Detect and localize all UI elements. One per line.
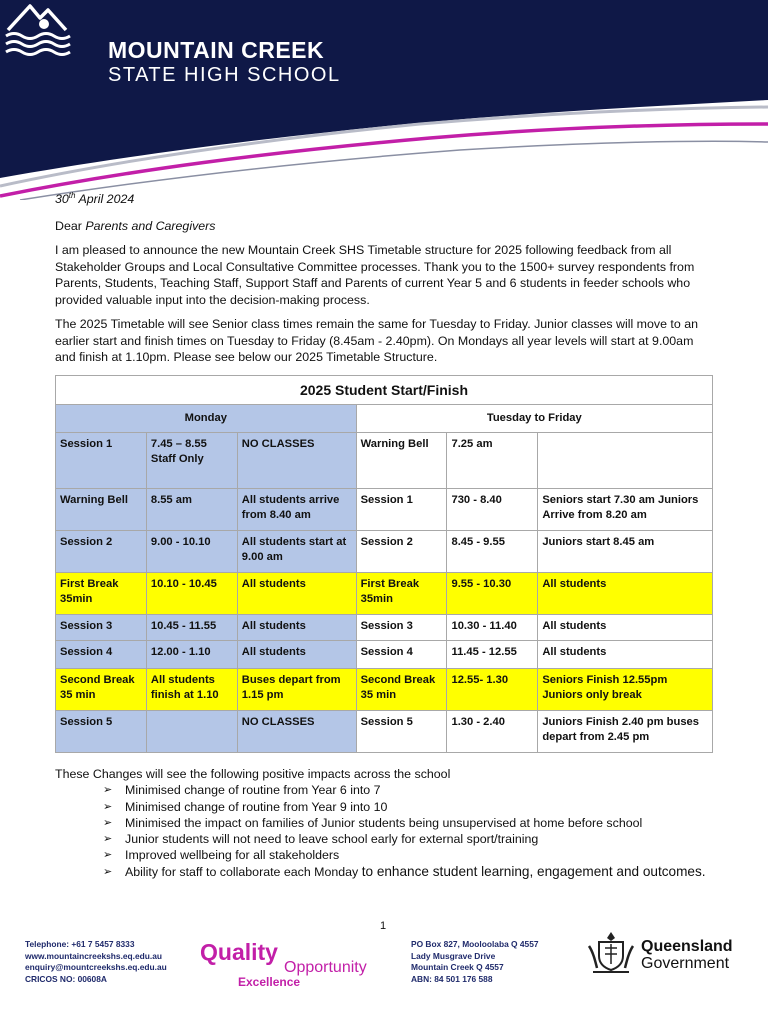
table-cell: First Break 35min [56,573,147,615]
footer-website-link[interactable]: www.mountaincreekshs.eq.edu.au [25,950,162,961]
footer-suburb: Mountain Creek Q 4557 [411,962,504,972]
table-row [56,615,713,641]
footer-postal-address [411,939,539,985]
page-number: 1 [380,920,387,932]
footer-contact [25,939,167,985]
table-cell: Seniors start 7.30 am Juniors Arrive from 8.20 am [538,489,713,531]
table-cell: 9.55 - 10.30 [447,573,538,615]
coat-of-arms-icon [585,928,637,978]
queensland-government-logo [585,928,745,978]
list-item: ➢ Minimised change of routine from Year 9 into 10 [103,799,388,814]
quality-opportunity-excellence-logo [200,936,390,991]
table-cell: 7.25 am [447,433,538,489]
table-row [56,641,713,669]
table-cell: Second Break 35 min [56,669,147,711]
table-cell: NO CLASSES [237,433,356,489]
table-cell: 11.45 - 12.55 [447,641,538,669]
letter-date: 30th April 2024 [55,191,135,207]
table-cell: All students start at 9.00 am [237,531,356,573]
table-cell: Juniors Finish 2.40 pm buses depart from 2.45 pm [538,711,713,753]
table-cell: Second Break 35 min [356,669,447,711]
arrow-bullet-icon: ➢ [103,784,113,797]
salutation: Dear Parents and Caregivers [55,218,216,233]
table-cell: 10.30 - 11.40 [447,615,538,641]
table-cell: 10.10 - 10.45 [146,573,237,615]
table-cell: Session 3 [56,615,147,641]
queensland-government-text: Queensland Government [641,938,733,972]
table-cell: Session 3 [356,615,447,641]
table-cell: 12.55- 1.30 [447,669,538,711]
tuesday-friday-header: Tuesday to Friday [356,405,712,433]
table-cell: All students [538,573,713,615]
table-cell: Session 1 [56,433,147,489]
table-cell: All students [538,615,713,641]
arrow-bullet-icon: ➢ [103,816,113,829]
table-cell: Session 5 [356,711,447,753]
table-cell: 12.00 - 1.10 [146,641,237,669]
table-cell: All students finish at 1.10 [146,669,237,711]
table-cell: Session 4 [56,641,147,669]
footer-po-box: PO Box 827, Mooloolaba Q 4557 [411,939,539,949]
table-row [56,711,713,753]
table-cell [146,711,237,753]
timetable-title: 2025 Student Start/Finish [56,376,713,405]
table-cell: Session 4 [356,641,447,669]
letter-body [55,188,715,374]
timetable-table [55,375,713,753]
arrow-bullet-icon: ➢ [103,865,113,878]
paragraph-2: The 2025 Timetable will see Senior class times remain the same for Tuesday to Friday. Junior classes will move to an earlier start and finish times on Tuesday to Friday (8.45am - 2.40pm). On Mondays all year levels will start at 9.00am and finish at 1.10pm. Please see below our 2025 Timetable Structure. [55,317,698,365]
table-cell: Seniors Finish 12.55pm Juniors only break [538,669,713,711]
arrow-bullet-icon: ➢ [103,800,113,813]
table-cell: All students [237,641,356,669]
quality-word: Quality [200,939,278,965]
list-item: ➢ Improved wellbeing for all stakeholders [103,848,340,863]
table-cell: All students [538,641,713,669]
excellence-word: Excellence [238,975,301,989]
table-cell: 7.45 – 8.55 Staff Only [146,433,237,489]
list-item: ➢ Junior students will not need to leave school early for external sport/training [103,832,539,847]
impacts-intro: These Changes will see the following positive impacts across the school [55,767,451,781]
table-cell: NO CLASSES [237,711,356,753]
school-name-line2: STATE HIGH SCHOOL [108,64,341,86]
opportunity-word: Opportunity [284,959,367,976]
table-cell: Buses depart from 1.15 pm [237,669,356,711]
table-cell: Session 5 [56,711,147,753]
paragraph-1: I am pleased to announce the new Mountain Creek SHS Timetable structure for 2025 following feedback from all Stakeholder Groups and Local Consultative Committee processes. Thank you to the 1500+ survey respondents from Parents, Students, Teaching Staff, Support Staff and Parents of current Year 5 and 6 students in feeder schools who provided valuable input into the decision-making process. [55,243,695,307]
impacts-section [55,766,715,880]
footer-cricos: CRICOS NO: 00608A [25,973,107,984]
table-cell: 8.55 am [146,489,237,531]
table-cell: All students [237,573,356,615]
footer-abn: ABN: 84 501 176 588 [411,973,493,984]
impacts-list [55,782,715,880]
table-row [56,573,713,615]
table-cell: 730 - 8.40 [447,489,538,531]
table-row [56,531,713,573]
arrow-bullet-icon: ➢ [103,833,113,846]
letterhead-banner [0,0,768,200]
footer-telephone: Telephone: +61 7 5457 8333 [25,939,135,949]
table-row [56,669,713,711]
table-row [56,489,713,531]
table-cell: Session 2 [356,531,447,573]
list-item: ➢ Minimised the impact on families of Junior students being unsupervised at home before school [103,815,643,830]
table-cell: Juniors start 8.45 am [538,531,713,573]
monday-header: Monday [56,405,357,433]
table-cell: All students [237,615,356,641]
table-cell: 1.30 - 2.40 [447,711,538,753]
table-cell: First Break 35min [356,573,447,615]
school-logo-icon [0,0,74,62]
footer-street: Lady Musgrave Drive [411,950,496,961]
table-cell [538,433,713,489]
table-cell: All students arrive from 8.40 am [237,489,356,531]
school-name-line1: MOUNTAIN CREEK [108,37,325,63]
school-name [108,38,341,87]
footer-email-link[interactable]: enquiry@mountcreekshs.eq.edu.au [25,962,167,972]
table-cell: Warning Bell [56,489,147,531]
table-row [56,433,713,489]
list-item: ➢ Ability for staff to collaborate each Monday to enhance student learning, engagement and outcomes. [103,863,706,879]
banner-graphic [0,0,768,200]
table-cell: 8.45 - 9.55 [447,531,538,573]
table-cell: Warning Bell [356,433,447,489]
list-item: ➢ Minimised change of routine from Year 6 into 7 [103,783,381,798]
table-cell: 9.00 - 10.10 [146,531,237,573]
table-cell: Session 1 [356,489,447,531]
table-cell: Session 2 [56,531,147,573]
table-cell: 10.45 - 11.55 [146,615,237,641]
arrow-bullet-icon: ➢ [103,849,113,862]
